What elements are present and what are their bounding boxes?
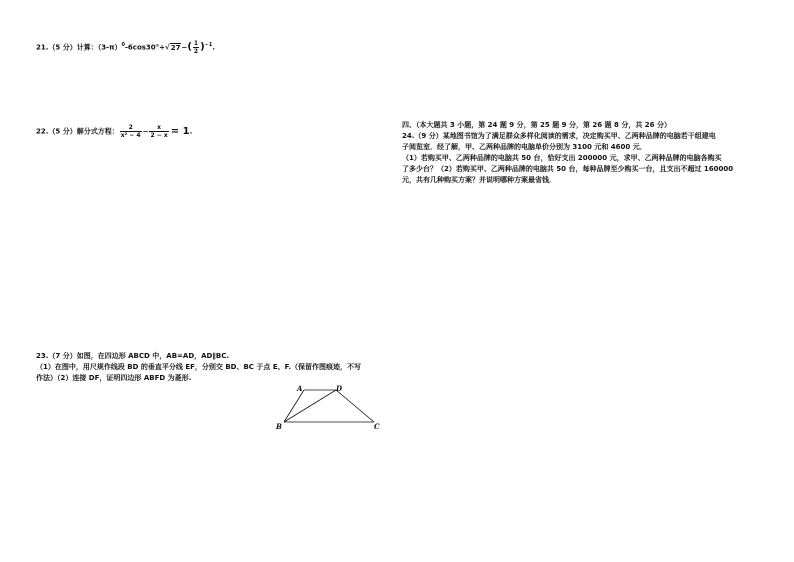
q24-line-1: 24.（9 分）某地图书馆为了满足群众多样化阅读的需求，决定购买甲、乙两种品牌的电脑若干组建电 [402, 132, 716, 140]
q21-paren-close: ) [200, 41, 205, 53]
q21-fraction [193, 40, 199, 55]
q23-line-3: 作法）（2）连接 DF，证明四边形 ABFD 为菱形. [36, 374, 192, 382]
label-b: B [276, 422, 282, 431]
segment-bd [284, 390, 336, 422]
q22-end: . [189, 127, 193, 136]
q24-line-2: 子阅览室．经了解，甲、乙两种品牌的电脑单价分别为 3100 元和 4600 元． [402, 143, 647, 151]
segment-dc [336, 390, 374, 422]
q22-fraction-1 [120, 124, 142, 139]
label-a: A [297, 384, 303, 393]
question-22 [36, 124, 192, 139]
q22-operator: − [142, 127, 149, 136]
q22-rhs: = 1 [170, 125, 190, 137]
q24-line-5: 元，共有几种购买方案？并说明哪种方案最省钱． [402, 176, 556, 184]
section-4 [402, 120, 772, 186]
segment-ab [284, 390, 304, 422]
q23-line-1: 23.（7 分）如图，在四边形 ABCD 中，AB=AD，AD∥BC. [36, 352, 229, 360]
q21-sqrt-symbol: √ [165, 43, 170, 52]
q21-minus: − [181, 43, 188, 52]
q21-paren-open: ( [187, 41, 192, 53]
question-23 [36, 351, 396, 384]
q22-f2-denominator: 2 − x [150, 132, 168, 139]
q21-frac-numerator: 1 [193, 40, 199, 47]
q21-middle: -6cos30°+ [125, 43, 166, 52]
q21-prefix: 21.（5 分）计算：（3-π） [36, 43, 122, 52]
q22-f1-denominator: x² − 4 [120, 132, 141, 139]
q21-frac-denominator: 2 [193, 48, 199, 55]
q23-line-2: （1）在图中，用尺规作线段 BD 的垂直平分线 EF，分别交 BD、BC 于点 E、F.（保留作图痕迹，不写 [36, 363, 362, 371]
q24-line-4: 了多少台？（2）若购买甲、乙两种品牌的电脑共 50 台，每种品牌至少购买一台，且支出不超过 160000 [402, 165, 734, 173]
q21-exponent-zero: 0 [121, 42, 126, 49]
label-c: C [374, 422, 380, 431]
question-21 [36, 40, 215, 55]
q21-radicand: 27 [170, 43, 181, 52]
q21-end: . [212, 43, 216, 52]
q21-exponent: −1 [204, 42, 213, 49]
q22-prefix: 22.（5 分）解分式方程： [36, 127, 119, 136]
trapezoid-figure [274, 384, 394, 434]
q22-f2-numerator: x [157, 124, 162, 131]
q24-line-3: （1）若购买甲、乙两种品牌的电脑共 50 台，恰好支出 200000 元，求甲、乙两种品牌的电脑各购买 [402, 154, 722, 162]
q22-f1-numerator: 2 [128, 124, 133, 131]
q22-fraction-2 [149, 124, 168, 139]
section-4-header: 四、（本大题共 3 小题，第 24 题 9 分，第 25 题 9 分，第 26 题 8 分，共 26 分） [402, 121, 671, 129]
label-d: D [336, 384, 343, 393]
